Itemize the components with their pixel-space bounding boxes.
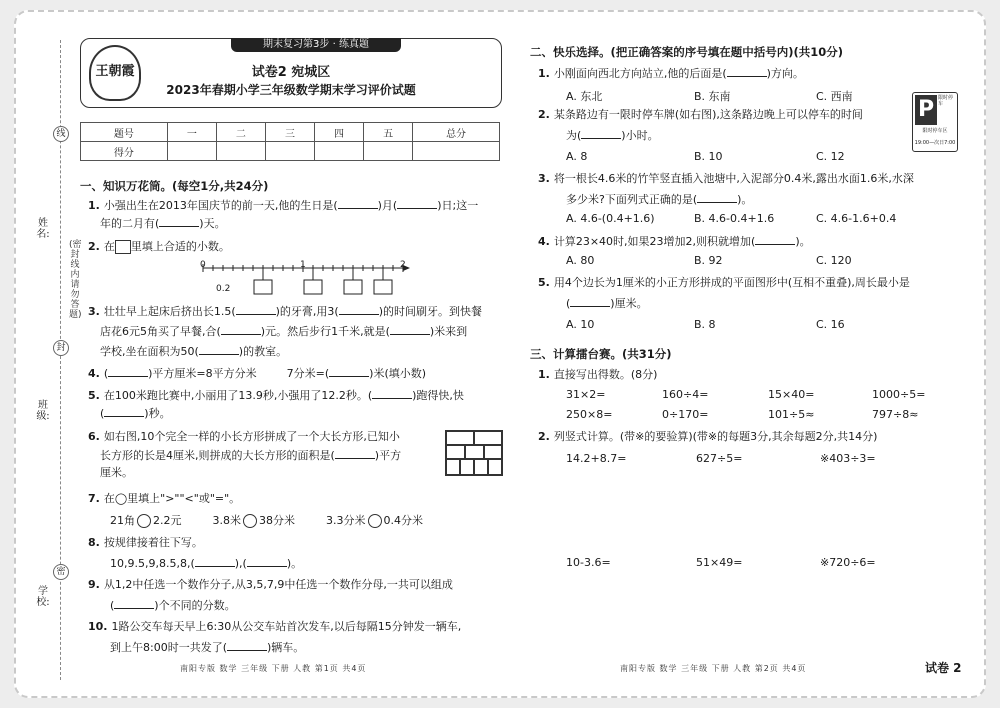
brick xyxy=(488,459,502,475)
calc-2-item: 10-3.6= xyxy=(566,556,611,569)
brick xyxy=(484,445,502,459)
question-5: 5. 在100米跑比赛中,小丽用了13.9秒,小强用了12.2秒。( )跑得快,快 xyxy=(88,389,464,402)
brick xyxy=(474,431,502,445)
question-7-items: 21角 2.2元 3.8米 38分米 3.3分米 0.4分米 xyxy=(110,514,423,527)
score-header-cell: 总分 xyxy=(413,123,500,142)
question-4: 4. ( )平方厘米=8平方分米 7分米=( )米(填小数) xyxy=(88,367,427,380)
header-box xyxy=(80,38,502,108)
calc-2-item: 627÷5= xyxy=(696,452,743,465)
binding-strip xyxy=(22,40,82,680)
brick xyxy=(465,445,484,459)
parking-zone-text: 限时停车区 xyxy=(922,128,948,134)
choice-3-option-b[interactable]: B. 4.6-0.4+1.6 xyxy=(694,212,775,225)
question-6-cont2: 厘米。 xyxy=(100,466,133,479)
paper-title: 试卷2 宛城区 xyxy=(251,65,331,80)
calc-1: 1. 直接写出得数。(8分) xyxy=(538,368,658,381)
choice-1: 1. 小刚面向西北方向站立,他的后面是( )方向。 xyxy=(538,67,804,80)
compare-circle xyxy=(368,514,382,528)
calc-1-item: 250×8= xyxy=(566,408,613,421)
choice-1-option-a[interactable]: A. 东北 xyxy=(566,90,603,103)
choice-5-option-b[interactable]: B. 8 xyxy=(694,318,716,331)
question-8: 8. 按规律接着往下写。 xyxy=(88,536,203,549)
score-cell[interactable] xyxy=(167,142,216,161)
choice-3-cont: 多少米?下面列式正确的是( )。 xyxy=(566,193,753,206)
numline-label-0: 0 xyxy=(200,260,206,270)
brick xyxy=(446,445,465,459)
calc-2: 2. 列竖式计算。(带※的要验算)(带※的每题3分,其余每题2分,共14分) xyxy=(538,430,878,443)
parking-time-text: 19:00—次日7:00 xyxy=(914,140,956,146)
choice-3: 3. 将一根长4.6米的竹竿竖直插入池塘中,入泥部分0.4米,露出水面1.6米,水深 xyxy=(538,172,914,185)
choice-2-option-b[interactable]: B. 10 xyxy=(694,150,723,163)
left-footer: 南阳专版 数学 三年级 下册 人教 第1页 共4页 xyxy=(180,664,367,673)
choice-5-cont: ( )厘米。 xyxy=(566,297,648,310)
brick xyxy=(446,431,474,445)
score-header-cell: 二 xyxy=(216,123,265,142)
choice-2-option-c[interactable]: C. 12 xyxy=(816,150,845,163)
seal-note: (密封线内请勿答题) xyxy=(69,240,82,320)
section-1-title: 一、知识万花筒。(每空1分,共24分) xyxy=(80,179,269,193)
calc-2-item: 51×49= xyxy=(696,556,743,569)
choice-5-option-c[interactable]: C. 16 xyxy=(816,318,845,331)
score-cell[interactable] xyxy=(315,142,364,161)
choice-4-option-b[interactable]: B. 92 xyxy=(694,254,723,267)
brick xyxy=(460,459,474,475)
score-row xyxy=(81,142,500,161)
choice-4-option-a[interactable]: A. 80 xyxy=(566,254,595,267)
calc-1-item: 31×2= xyxy=(566,388,606,401)
choice-2: 2. 某条路边有一限时停车牌(如右图),这条路边晚上可以停车的时间 xyxy=(538,108,863,121)
calc-1-item: 160÷4= xyxy=(662,388,709,401)
numline-label-1: 1 xyxy=(300,260,306,270)
section-3-title: 三、计算擂台赛。(共31分) xyxy=(530,347,672,361)
answer-box-icon xyxy=(115,240,131,254)
calc-2-item: ※403÷3= xyxy=(820,452,876,465)
calc-1-item: 101÷5≈ xyxy=(768,408,815,421)
school-label: 学校: xyxy=(36,586,50,608)
score-table xyxy=(80,122,500,161)
score-header-cell: 三 xyxy=(265,123,314,142)
question-1-cont: 年的二月有( )天。 xyxy=(100,217,226,230)
seal-ring-line: 线 xyxy=(53,126,69,142)
parking-sign xyxy=(912,92,958,152)
number-line-figure xyxy=(198,258,418,298)
calc-1-item: 1000÷5= xyxy=(872,388,926,401)
seal-ring-seal: 封 xyxy=(53,340,69,356)
score-cell[interactable] xyxy=(216,142,265,161)
choice-5: 5. 用4个边长为1厘米的小正方形拼成的平面图形中(互相不重叠),周长最小是 xyxy=(538,276,910,289)
choice-2-cont: 为( )小时。 xyxy=(566,129,659,142)
choice-1-option-c[interactable]: C. 西南 xyxy=(816,90,853,103)
choice-1-option-b[interactable]: B. 东南 xyxy=(694,90,731,103)
page-label: 试卷 2 xyxy=(925,661,962,675)
score-header-cell: 一 xyxy=(167,123,216,142)
choice-3-option-a[interactable]: A. 4.6-(0.4+1.6) xyxy=(566,212,655,225)
choice-4-option-c[interactable]: C. 120 xyxy=(816,254,852,267)
question-6-cont: 长方形的长是4厘米,则拼成的大长方形的面积是( )平方 xyxy=(100,449,402,462)
score-row-label: 得分 xyxy=(81,142,168,161)
question-5-cont: ( )秒。 xyxy=(100,407,171,420)
choice-3-option-c[interactable]: C. 4.6-1.6+0.4 xyxy=(816,212,897,225)
question-10: 10. 1路公交车每天早上6:30从公交车站首次发车,以后每隔15分钟发一辆车, xyxy=(88,620,462,633)
question-3-cont1: 店花6元5角买了早餐,合( )元。然后步行1千米,就是( )米来到 xyxy=(100,325,468,338)
brick xyxy=(474,459,488,475)
score-header-row xyxy=(81,123,500,142)
question-1: 1. 小强出生在2013年国庆节的前一天,他的生日是( )月( )日;这一 xyxy=(88,199,479,212)
brand-logo: 王朝霞 xyxy=(89,45,141,101)
brick xyxy=(446,459,460,475)
review-tag: 期末复习第3步 · 练真题 xyxy=(231,38,401,52)
paper-subtitle: 2023年春期小学三年级数学期末学习评价试题 xyxy=(166,83,416,97)
question-6: 6. 如右图,10个完全一样的小长方形拼成了一个大长方形,已知小 xyxy=(88,430,400,443)
score-cell[interactable] xyxy=(364,142,413,161)
question-3: 3. 壮壮早上起床后挤出长1.5( )的牙膏,用3( )的时间刷牙。到快餐 xyxy=(88,305,483,318)
right-footer: 南阳专版 数学 三年级 下册 人教 第2页 共4页 xyxy=(620,664,807,673)
score-cell[interactable] xyxy=(413,142,500,161)
choice-4: 4. 计算23×40时,如果23增加2,则积就增加( )。 xyxy=(538,235,811,248)
question-9: 9. 从1,2中任选一个数作分子,从3,5,7,9中任选一个数作分母,一共可以组成 xyxy=(88,578,453,591)
calc-1-item: 15×40= xyxy=(768,388,815,401)
parking-top-text: 限时停车 xyxy=(938,95,954,107)
calc-1-item: 797÷8≈ xyxy=(872,408,919,421)
score-header-cell: 题号 xyxy=(81,123,168,142)
question-10-cont: 到上午8:00时一共发了( )辆车。 xyxy=(110,641,305,654)
parking-icon: P xyxy=(915,95,937,125)
question-9-cont: ( )个不同的分数。 xyxy=(110,599,236,612)
section-2-title: 二、快乐选择。(把正确答案的序号填在题中括号内)(共10分) xyxy=(530,45,844,59)
calc-2-item: ※720÷6= xyxy=(820,556,876,569)
question-8-seq: 10,9.5,9,8.5,8,( ),( )。 xyxy=(110,557,303,570)
class-label: 班级: xyxy=(36,400,50,422)
question-2: 2. 在 里填上合适的小数。 xyxy=(88,240,230,253)
rectangle-figure xyxy=(445,430,503,476)
choice-5-option-a[interactable]: A. 10 xyxy=(566,318,595,331)
name-label: 姓名: xyxy=(36,218,50,240)
seal-ring-secret: 密 xyxy=(53,564,69,580)
compare-circle xyxy=(137,514,151,528)
choice-2-option-a[interactable]: A. 8 xyxy=(566,150,588,163)
score-header-cell: 四 xyxy=(315,123,364,142)
numline-label-02: 0.2 xyxy=(216,284,231,294)
score-cell[interactable] xyxy=(265,142,314,161)
question-3-cont2: 学校,坐在面积为50( )的教室。 xyxy=(100,345,288,358)
numline-label-2: 2 xyxy=(400,260,406,270)
compare-circle xyxy=(243,514,257,528)
calc-2-item: 14.2+8.7= xyxy=(566,452,627,465)
calc-1-item: 0÷170= xyxy=(662,408,709,421)
score-header-cell: 五 xyxy=(364,123,413,142)
question-7: 7. 在◯里填上">""<"或"="。 xyxy=(88,492,241,505)
